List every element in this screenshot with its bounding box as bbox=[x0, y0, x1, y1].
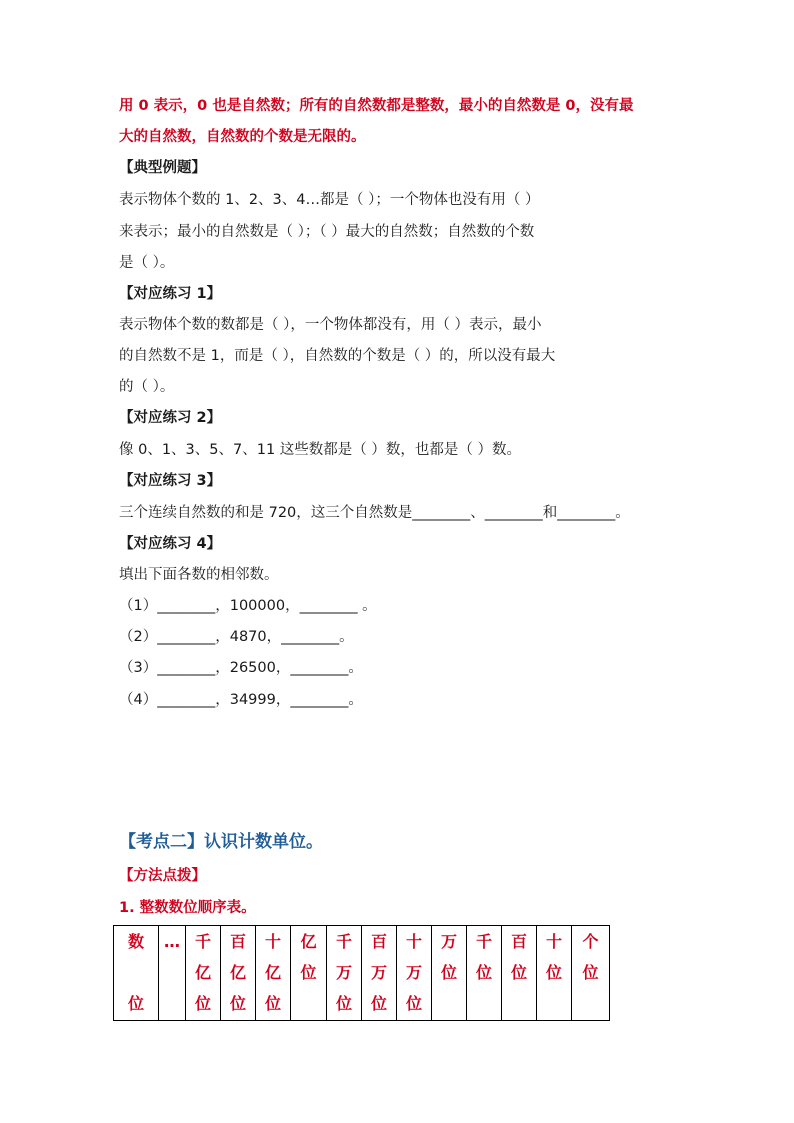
table-cell: 个 位 bbox=[572, 926, 610, 1021]
place-value-table bbox=[113, 925, 610, 1021]
exercise-4-item-3: （3）________，26500，________。 bbox=[119, 660, 363, 676]
example-line-1: 表示物体个数的 1、2、3、4…都是（ ）；一个物体也没有用（ ） bbox=[119, 192, 540, 208]
exercise-1-line-3: 的（ ）。 bbox=[119, 379, 175, 395]
exercise-4-item-4: （4）________，34999，________。 bbox=[119, 692, 363, 708]
table-cell: 十 亿 位 bbox=[256, 926, 291, 1021]
exercise-3-heading: 【对应练习 3】 bbox=[119, 473, 222, 489]
table-cell: 亿 位 bbox=[291, 926, 327, 1021]
exercise-2-line-1: 像 0、1、3、5、7、11 这些数都是（ ）数，也都是（ ）数。 bbox=[119, 442, 522, 458]
exercise-1-line-2: 的自然数不是 1，而是（ ），自然数的个数是（ ）的，所以没有最大 bbox=[119, 348, 556, 364]
exercise-3-line-1: 三个连续自然数的和是 720，这三个自然数是________、________和________。 bbox=[119, 505, 630, 521]
exercise-1-heading: 【对应练习 1】 bbox=[119, 286, 222, 302]
table-row bbox=[114, 926, 610, 1021]
exercise-4-prompt: 填出下面各数的相邻数。 bbox=[119, 567, 279, 583]
intro-line-1: 用 0 表示，0 也是自然数；所有的自然数都是整数，最小的自然数是 0，没有最 bbox=[119, 98, 634, 114]
method-heading: 【方法点拨】 bbox=[119, 868, 206, 884]
table-cell: … bbox=[159, 926, 186, 1021]
table-cell: 百 位 bbox=[502, 926, 537, 1021]
example-heading: 【典型例题】 bbox=[119, 160, 206, 176]
place-table-caption: 1. 整数数位顺序表。 bbox=[119, 900, 256, 916]
table-cell: 十 万 位 bbox=[397, 926, 432, 1021]
exercise-4-item-2: （2）________，4870，________。 bbox=[119, 629, 354, 645]
intro-line-2: 大的自然数，自然数的个数是无限的。 bbox=[119, 129, 366, 145]
table-cell: 千 亿 位 bbox=[186, 926, 221, 1021]
table-cell: 千 位 bbox=[467, 926, 502, 1021]
exercise-1-line-1: 表示物体个数的数都是（ ），一个物体都没有，用（ ）表示，最小 bbox=[119, 317, 542, 333]
table-cell: 万 位 bbox=[432, 926, 467, 1021]
example-line-3: 是（ ）。 bbox=[119, 255, 175, 271]
table-cell: 百 万 位 bbox=[362, 926, 397, 1021]
section-2-title: 【考点二】认识计数单位。 bbox=[119, 832, 323, 852]
table-cell: 百 亿 位 bbox=[221, 926, 256, 1021]
exercise-2-heading: 【对应练习 2】 bbox=[119, 410, 222, 426]
table-cell: 数 位 bbox=[114, 926, 159, 1021]
exercise-4-item-1: （1）________，100000，________ 。 bbox=[119, 598, 377, 614]
example-line-2: 来表示；最小的自然数是（ ）；（ ）最大的自然数；自然数的个数 bbox=[119, 224, 535, 240]
table-cell: 十 位 bbox=[537, 926, 572, 1021]
exercise-4-heading: 【对应练习 4】 bbox=[119, 536, 222, 552]
table-cell: 千 万 位 bbox=[327, 926, 362, 1021]
